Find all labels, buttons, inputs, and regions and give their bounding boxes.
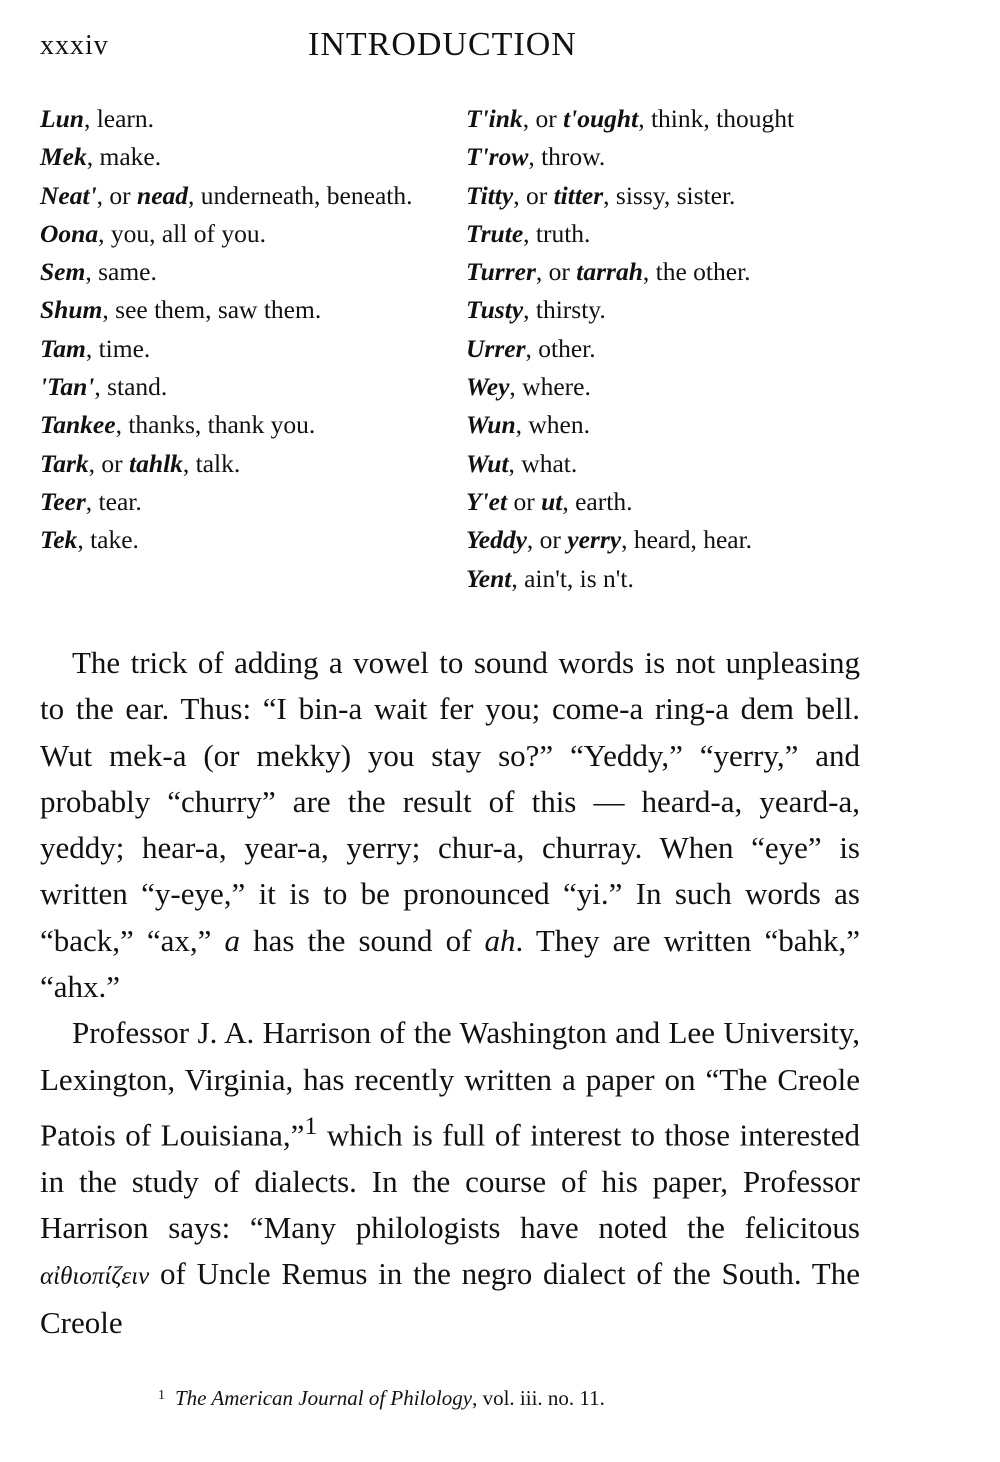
glossary-definition: , or: [513, 180, 554, 210]
glossary-term: Shum: [40, 295, 103, 325]
glossary-entry: [40, 100, 450, 138]
glossary-column-right: [466, 100, 906, 598]
glossary-definition: , sissy, sister.: [603, 180, 736, 210]
glossary-term: Tam: [40, 333, 86, 363]
glossary-column-left: [40, 100, 450, 560]
paragraph-text: . They are written “bahk,” “ahx.”: [40, 922, 860, 1005]
glossary-term: Wun: [466, 410, 516, 440]
glossary-definition: , same.: [85, 257, 157, 287]
page-header: [40, 26, 900, 74]
glossary-definition: or: [507, 486, 542, 516]
glossary-entry: [466, 215, 906, 253]
glossary-variant: t'ought: [563, 104, 639, 133]
glossary-entry: [466, 406, 906, 444]
glossary-definition: , make.: [86, 142, 162, 172]
glossary-definition: , thanks, thank you.: [115, 410, 316, 440]
glossary-definition: , think, thought: [638, 104, 795, 133]
italic-text: ah: [484, 922, 516, 958]
italic-text: a: [224, 922, 240, 958]
glossary-term: Tusty: [466, 295, 524, 325]
glossary-entry: [466, 521, 906, 559]
glossary-definition: , learn.: [83, 104, 155, 133]
glossary-definition: , talk.: [182, 448, 241, 478]
glossary-entry: [466, 483, 906, 521]
glossary-term: Yeddy: [466, 525, 527, 555]
paragraph-text: The trick of adding a vowel to sound words is not unpleasing to the ear. Thus: “I bin-a wait fer you; come-a ring-a dem bell. Wut mek-a (or mekky) you stay so?” “Yeddy,” “yerry,” and probably “churry” are the result of this — heard-a, yeard-a, yeddy; hear-a, year-a, yerry; chur-a, churray. When “eye” is written “y-eye,” it is to be pronounced “yi.” In such words as “back,” “ax,”: [40, 645, 860, 958]
glossary-entry: [466, 177, 906, 215]
glossary-entry: [466, 253, 906, 291]
footnote: [158, 1386, 605, 1411]
running-title: INTRODUCTION: [308, 26, 577, 63]
glossary-entry: [40, 330, 450, 368]
glossary-entry: [40, 368, 450, 406]
glossary-definition: , the other.: [642, 257, 751, 287]
glossary-definition: , truth.: [523, 218, 591, 248]
glossary-definition: , heard, hear.: [621, 525, 753, 555]
glossary-term: Titty: [466, 180, 514, 210]
glossary-entry: [466, 560, 906, 598]
glossary-term: Yent: [466, 563, 512, 593]
paragraph-text: has the sound of: [240, 922, 485, 958]
paragraph-text: of Uncle Remus in the negro dialect of the South. The Creole: [40, 1256, 860, 1341]
glossary-term: Y'et: [466, 486, 508, 516]
paragraph-text: which is full of interest to those interested in the study of dialects. In the course of his paper, Professor Harrison says: “Many philologists have noted the felicitous: [40, 1117, 860, 1245]
glossary-entry: [40, 215, 450, 253]
glossary-definition: , where.: [509, 372, 591, 402]
glossary-variant: nead: [137, 180, 189, 210]
glossary-term: Urrer: [466, 333, 526, 363]
footnote-marker: 1: [304, 1110, 318, 1140]
glossary-definition: , or: [522, 104, 564, 133]
glossary-entry: [40, 521, 450, 559]
glossary-definition: , tear.: [85, 486, 142, 516]
glossary-definition: , throw.: [528, 142, 606, 172]
glossary-term: Sem: [40, 257, 86, 287]
glossary-term: Trute: [466, 218, 524, 248]
page-number: xxxiv: [40, 30, 109, 61]
glossary-entry: [40, 291, 450, 329]
glossary-definition: , see them, saw them.: [102, 295, 322, 325]
glossary-entry: [40, 445, 450, 483]
glossary-definition: , earth.: [562, 486, 633, 516]
glossary-term: Wey: [466, 372, 510, 402]
glossary-term: Teer: [40, 486, 86, 516]
glossary-term: T'row: [466, 142, 529, 172]
glossary-variant: yerry: [567, 525, 622, 555]
paragraph: [40, 640, 860, 1010]
glossary-term: Neat': [40, 180, 97, 210]
glossary-variant: ut: [541, 486, 563, 516]
glossary-term: T'ink: [466, 104, 523, 133]
footnote-journal: The American Journal of Philology: [175, 1386, 473, 1410]
glossary-term: Turrer: [466, 257, 536, 287]
glossary-variant: tarrah: [576, 257, 643, 287]
glossary-entry: [466, 368, 906, 406]
paragraph-text: Professor J. A. Harrison of the Washington and Lee University, Lexington, Virginia, has recently written a paper on “The Creole Patois of Louisiana,”: [40, 1015, 860, 1153]
glossary-definition: , you, all of you.: [98, 218, 266, 248]
glossary-entry: [40, 406, 450, 444]
glossary-entry: [466, 138, 906, 176]
glossary-term: Tankee: [40, 410, 116, 440]
glossary-definition: , time.: [85, 333, 151, 363]
glossary-definition: , stand.: [94, 372, 168, 402]
footnote-number: 1: [158, 1388, 165, 1403]
footnote-citation: , vol. iii. no. 11.: [472, 1386, 605, 1410]
glossary-definition: , take.: [77, 525, 139, 555]
glossary-entry: [40, 138, 450, 176]
glossary-entry: [466, 100, 906, 138]
glossary-variant: titter: [553, 180, 604, 210]
glossary-entry: [40, 483, 450, 521]
greek-word: αἰθιοπίζειν: [40, 1263, 150, 1291]
glossary-definition: , or: [535, 257, 577, 287]
glossary-term: 'Tan': [40, 372, 95, 402]
glossary-definition: , ain't, is n't.: [511, 563, 634, 593]
glossary-definition: , or: [88, 448, 130, 478]
glossary-term: Tark: [40, 448, 89, 478]
glossary-term: Tek: [40, 525, 78, 555]
glossary-definition: , what.: [508, 448, 578, 478]
glossary-definition: , thirsty.: [523, 295, 606, 325]
glossary-definition: , or: [96, 180, 138, 210]
glossary-definition: , when.: [515, 410, 590, 440]
glossary-entry: [466, 445, 906, 483]
paragraph: [40, 1010, 860, 1346]
glossary-entry: [466, 330, 906, 368]
glossary-term: Wut: [466, 448, 509, 478]
glossary-variant: tahlk: [129, 448, 183, 478]
glossary-definition: , other.: [525, 333, 596, 363]
glossary-term: Oona: [40, 218, 99, 248]
body-text: [40, 640, 860, 1347]
glossary-entry: [40, 177, 450, 215]
glossary-entry: [40, 253, 450, 291]
glossary-definition: , underneath, beneath.: [188, 180, 413, 210]
glossary-entry: [466, 291, 906, 329]
glossary-term: Mek: [40, 142, 87, 172]
glossary-definition: , or: [526, 525, 568, 555]
glossary-term: Lun: [40, 104, 84, 133]
